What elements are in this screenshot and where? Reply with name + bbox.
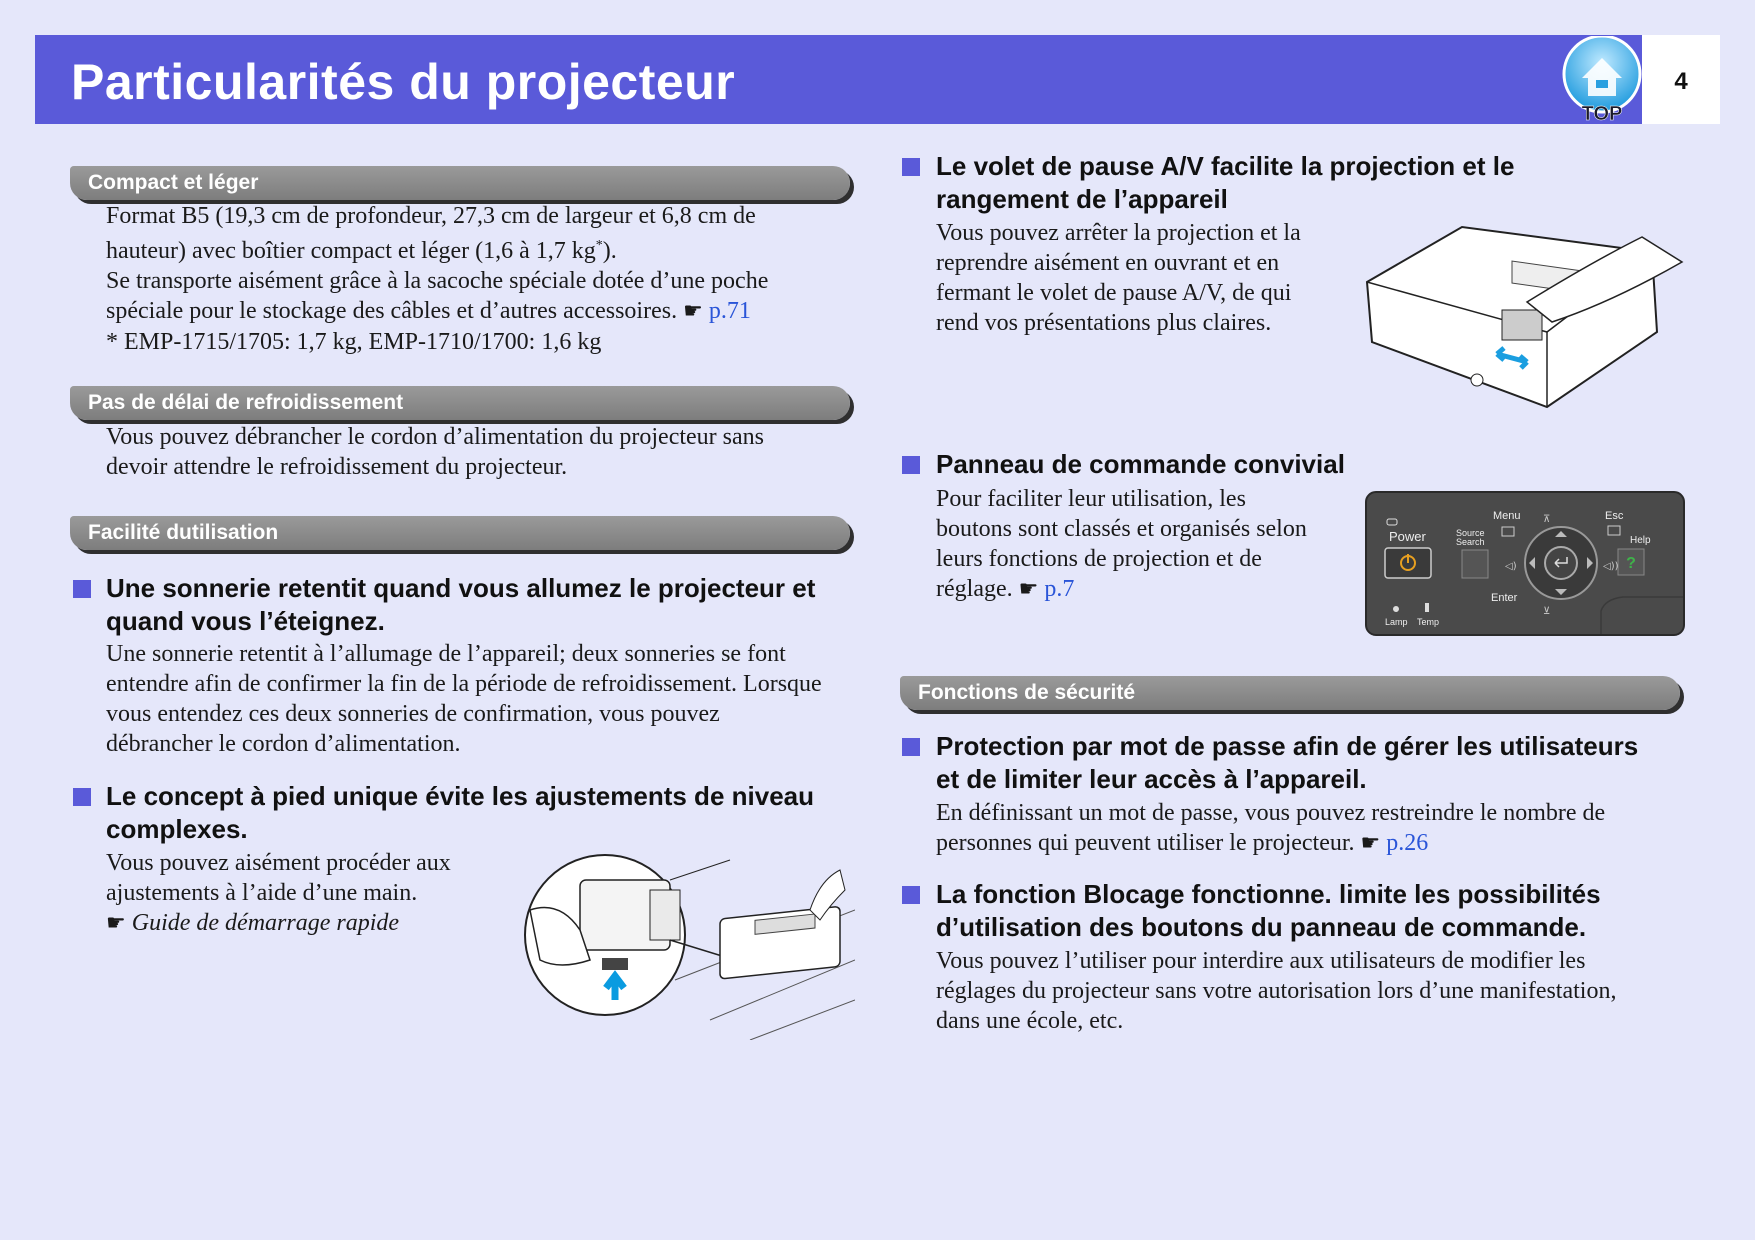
control-panel-illustration — [1365, 491, 1685, 636]
page-number: 4 — [1674, 68, 1688, 95]
svg-text:⊻: ⊻ — [1543, 606, 1551, 617]
page-number-box — [1642, 35, 1720, 124]
bullet-marker — [73, 788, 91, 806]
page-title: Particularités du projecteur — [71, 54, 736, 110]
av-shutter-illustration — [1362, 222, 1687, 412]
panel-label-temp: Temp — [1417, 617, 1440, 627]
link-p7[interactable]: p.7 — [1044, 576, 1075, 602]
av-text: Vous pouvez arrêter la projection et la reprendre aisément en ouvrant et en fermant le volet de pause A/V, de qui rend vos présentations plus claires. — [936, 220, 1301, 336]
pointer-icon: ☛ — [106, 911, 126, 936]
panel-label-esc: Esc — [1605, 510, 1624, 522]
panel-text: Pour faciliter leur utilisation, les boutons sont classés et organisés selon leurs fonctions de projection et de réglage. ☛ p.7 — [936, 486, 1307, 602]
svg-text:◁)): ◁)) — [1603, 561, 1619, 572]
link-p71[interactable]: p.71 — [708, 298, 751, 324]
cooling-line-1: Vous pouvez débrancher le cordon d’alimentation du projecteur sans — [106, 424, 765, 450]
help-icon: ? — [1626, 555, 1636, 572]
pointer-icon: ☛ — [1018, 577, 1039, 602]
av-heading: Le volet de pause A/V facilite la projection et le rangement de l’appareil — [936, 151, 1515, 214]
lock-text: Vous pouvez l’utiliser pour interdire aux utilisateurs de modifier les réglages du projecteur sans votre autorisation lors d’une manifestation, dans une école, etc. — [936, 948, 1617, 1034]
page-header — [35, 35, 1642, 124]
panel-label-enter: Enter — [1491, 592, 1518, 604]
lock-heading: La fonction Blocage fonctionne. limite les possibilités d’utilisation des boutons du panneau de commande. — [936, 879, 1601, 942]
password-text: En définissant un mot de passe, vous pouvez restreindre le nombre de personnes qui peuvent utiliser le projecteur. ☛ p.26 — [936, 800, 1606, 856]
bullet-marker — [902, 456, 920, 474]
panel-heading: Panneau de commande convivial — [936, 449, 1345, 479]
top-label: TOP — [1581, 103, 1623, 124]
top-button[interactable] — [1560, 36, 1644, 124]
compact-line-4: spéciale pour le stockage des câbles et d’autres accessoires. ☛ p.71 — [106, 298, 751, 324]
cooling-line-2: devoir attendre le refroidissement du projecteur. — [106, 454, 568, 480]
compact-text — [106, 201, 866, 357]
panel-label-power: Power — [1389, 529, 1426, 544]
panel-label-source: Source — [1456, 528, 1485, 538]
panel-label-lamp: Lamp — [1385, 617, 1408, 627]
panel-label-help: Help — [1630, 535, 1651, 546]
compact-line-1: Format B5 (19,3 cm de profondeur, 27,3 cm de largeur et 6,8 cm de — [106, 203, 756, 229]
link-p26[interactable]: p.26 — [1386, 830, 1429, 856]
section-security: Fonctions de sécurité — [900, 676, 1680, 710]
foot-adjust-illustration — [520, 850, 855, 1040]
foot-heading: Le concept à pied unique évite les ajustements de niveau complexes. — [106, 781, 814, 844]
panel-label-menu: Menu — [1493, 510, 1521, 522]
beep-text: Une sonnerie retentit à l’allumage de l’appareil; deux sonneries se font entendre afin de confirmer la fin de la période de refroidissement. Lorsque vous entendez ces deux sonneries de confirmation, vous pouvez débrancher le cordon d’alimentation. — [106, 641, 822, 757]
panel-label-search: Search — [1456, 537, 1485, 547]
pointer-icon: ☛ — [683, 299, 703, 324]
compact-line-2: hauteur) avec boîtier compact et léger (1,6 à 1,7 kg*). — [106, 238, 617, 264]
password-heading: Protection par mot de passe afin de gérer les utilisateurs et de limiter leur accès à l’appareil. — [936, 731, 1639, 794]
bullet-marker — [902, 886, 920, 904]
guide-reference[interactable]: Guide de démarrage rapide — [131, 910, 400, 936]
pointer-icon: ☛ — [1360, 831, 1381, 856]
bullet-marker — [902, 738, 920, 756]
compact-line-3: Se transporte aisément grâce à la sacoche spéciale dotée d’une poche — [106, 268, 769, 294]
svg-text:⊼: ⊼ — [1543, 514, 1551, 525]
svg-text:◁): ◁) — [1505, 561, 1517, 572]
bullet-marker — [73, 580, 91, 598]
section-cooling: Pas de délai de refroidissement — [70, 386, 850, 420]
source-search-button — [1462, 550, 1488, 578]
section-ease: Facilité dutilisation — [70, 516, 850, 550]
home-icon — [1560, 36, 1644, 124]
foot-text: Vous pouvez aisément procéder aux ajustements à l’aide d’une main. ☛ Guide de démarrage rapide — [106, 850, 451, 936]
section-compact: Compact et léger — [70, 166, 850, 200]
bullet-marker — [902, 158, 920, 176]
compact-line-5: * EMP-1715/1705: 1,7 kg, EMP-1710/1700: 1,6 kg — [106, 329, 602, 355]
beep-heading: Une sonnerie retentit quand vous allumez le projecteur et quand vous l’éteignez. — [106, 573, 816, 636]
cooling-text — [106, 422, 866, 482]
